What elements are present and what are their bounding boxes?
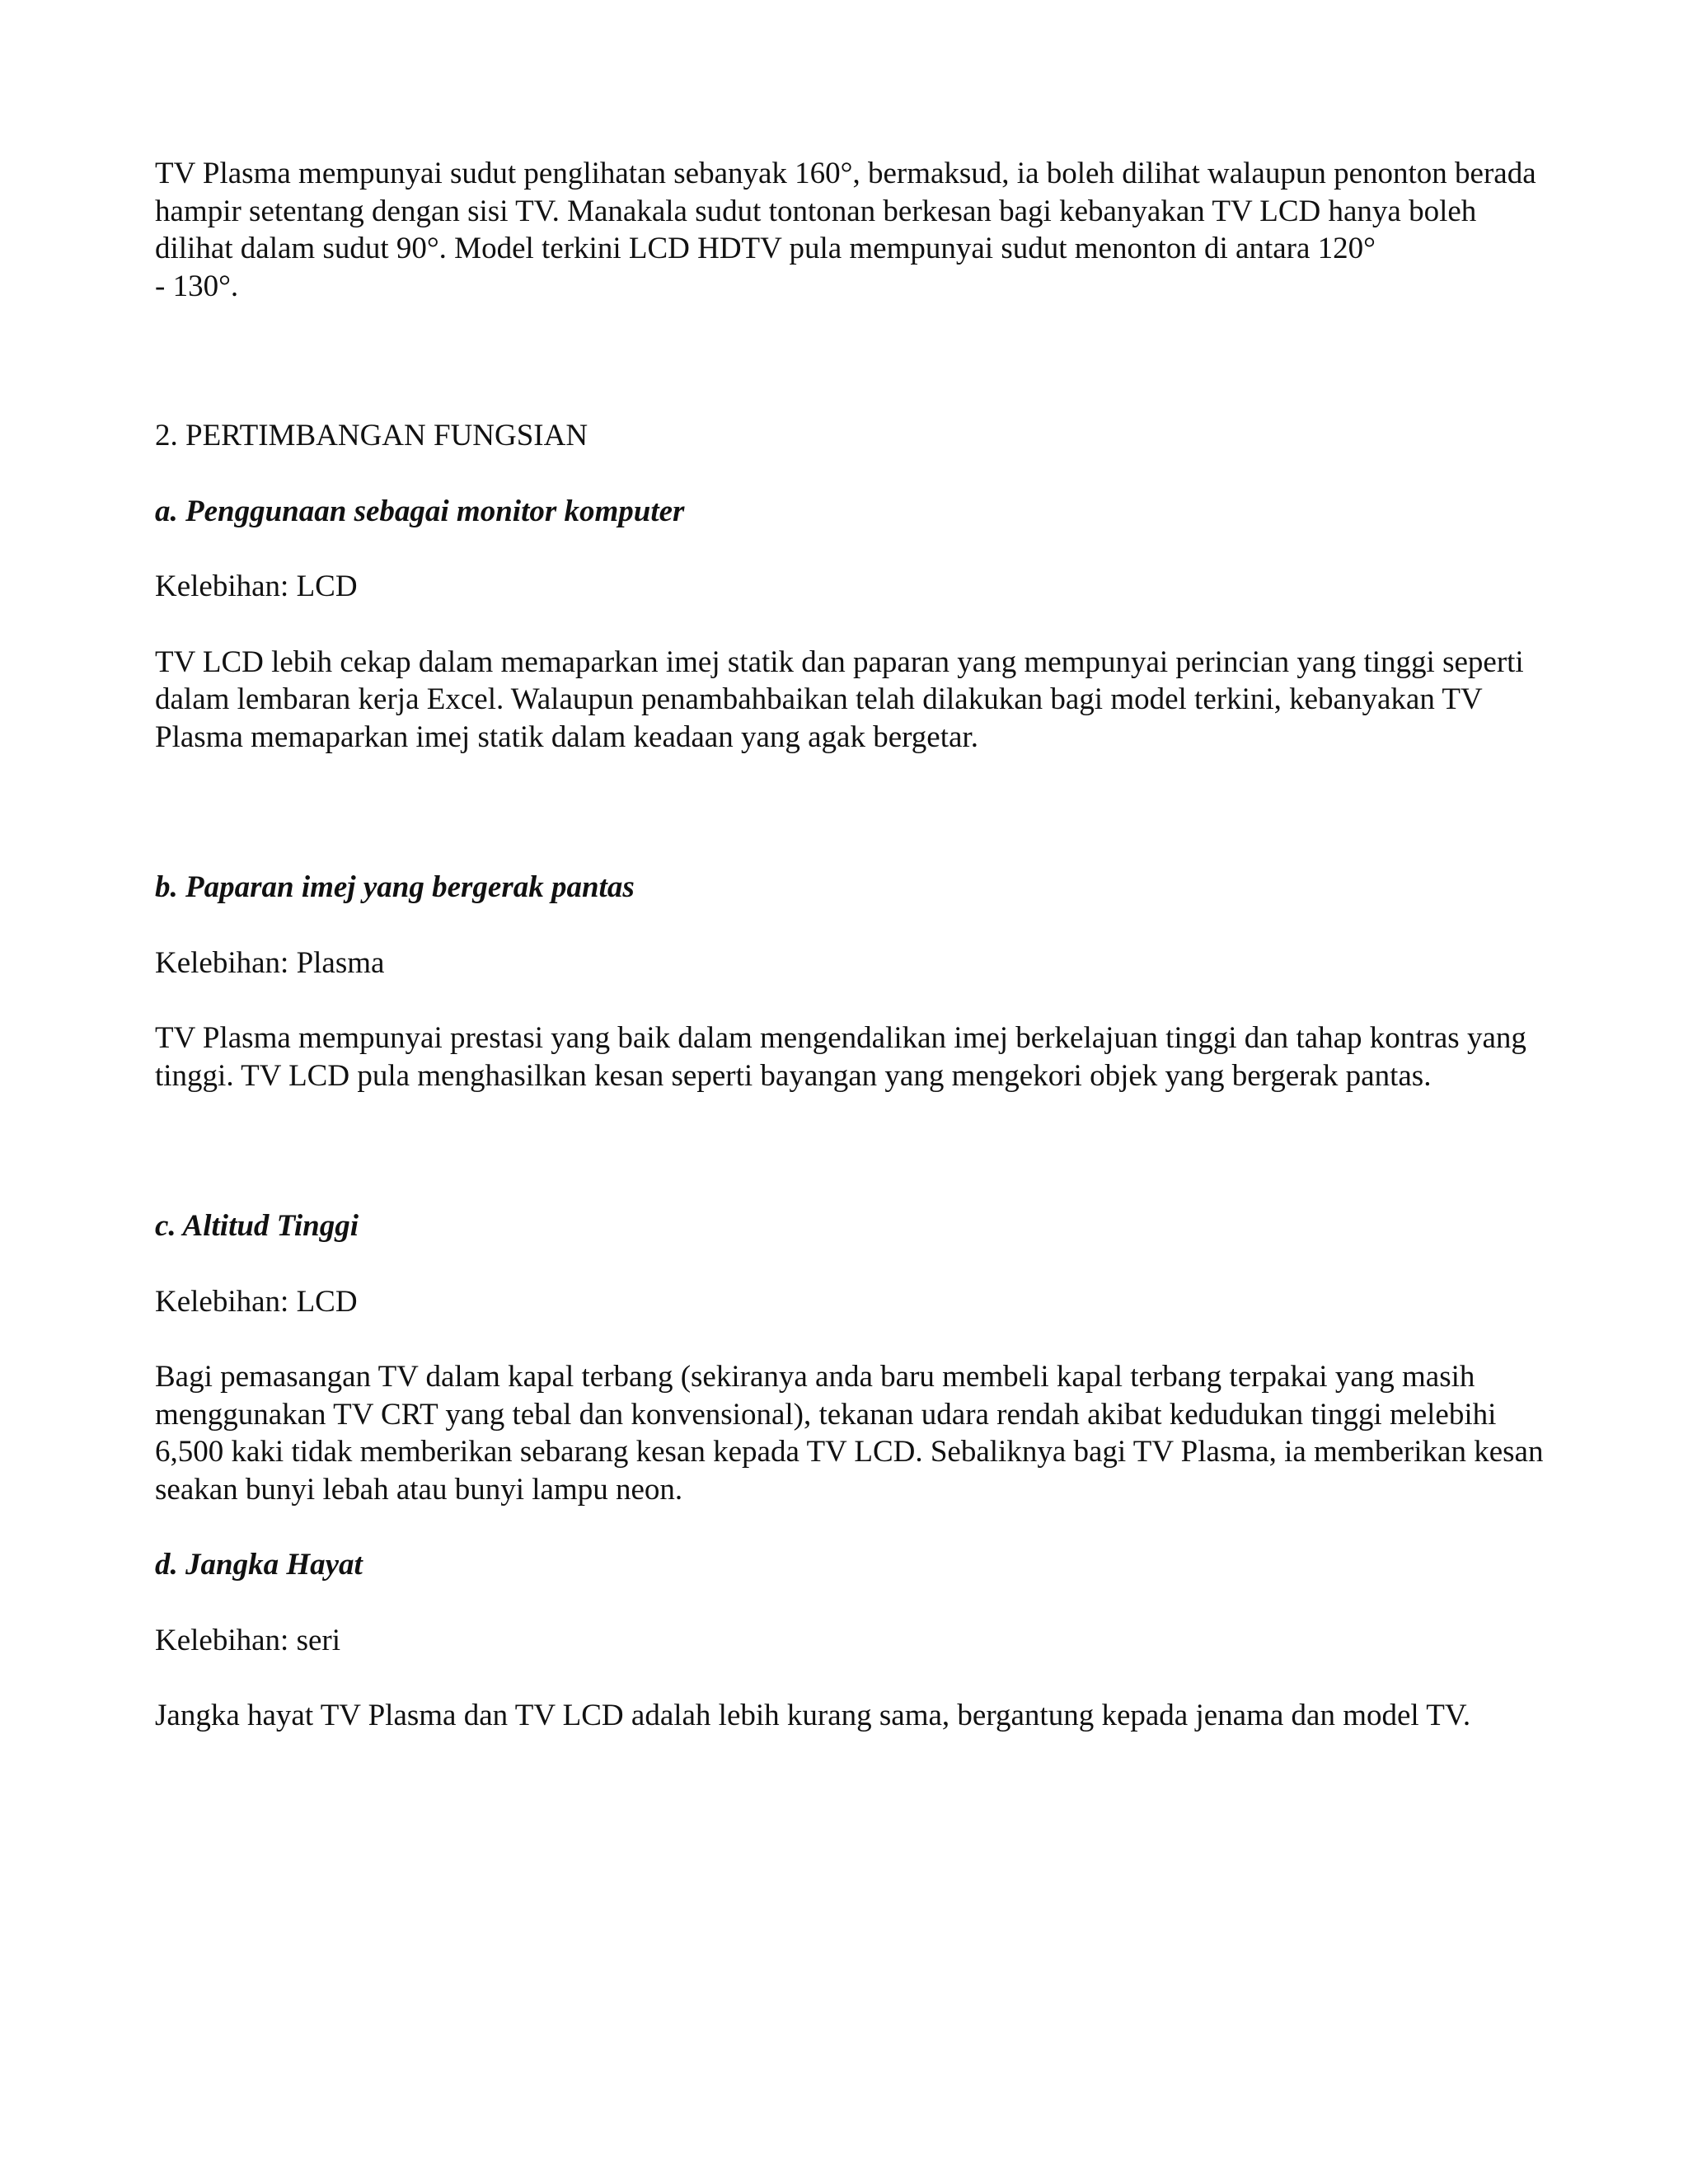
subsection-heading-b: b. Paparan imej yang bergerak pantas (155, 870, 635, 904)
subsection-heading-c: c. Altitud Tinggi (155, 1209, 359, 1243)
advantage-a: Kelebihan: LCD (155, 569, 358, 603)
section-title: 2. PERTIMBANGAN FUNGSIAN (155, 419, 588, 452)
intro-tail: - 130°. (155, 269, 239, 303)
advantage-d: Kelebihan: seri (155, 1623, 340, 1657)
intro-text: TV Plasma mempunyai sudut penglihatan sebanyak 160°, bermaksud, ia boleh dilihat walaupun penonton berada hampir setentang dengan sisi TV. Manakala sudut tontonan berkesan bagi kebanyakan TV LCD hanya boleh dilihat dalam sudut 90°. Model terkini LCD HDTV pula mempunyai sudut menonton di antara 120° (155, 157, 1536, 265)
advantage-c: Kelebihan: LCD (155, 1284, 358, 1319)
body-c: Bagi pemasangan TV dalam kapal terbang (sekiranya anda baru membeli kapal terbang terpakai yang masih menggunakan TV CRT yang tebal dan konvensional), tekanan udara rendah akibat kedudukan tinggi melebihi 6,500 kaki tidak memberikan sebarang kesan kepada TV LCD. Sebaliknya bagi TV Plasma, ia memberikan kesan seakan bunyi lebah atau bunyi lampu neon. (155, 1360, 1544, 1507)
subsection-heading-d: d. Jangka Hayat (155, 1548, 363, 1582)
document-page (155, 155, 1556, 1735)
subsection-heading-a: a. Penggunaan sebagai monitor komputer (155, 494, 685, 528)
body-d: Jangka hayat TV Plasma dan TV LCD adalah lebih kurang sama, bergantung kepada jenama dan model TV. (155, 1699, 1471, 1732)
advantage-b: Kelebihan: Plasma (155, 945, 385, 980)
body-a: TV LCD lebih cekap dalam memaparkan imej statik dan paparan yang mempunyai perincian yang tinggi seperti dalam lembaran kerja Excel. Walaupun penambahbaikan telah dilakukan bagi model terkini, kebanyakan TV Plasma memaparkan imej statik dalam keadaan yang agak bergetar. (155, 644, 1524, 754)
body-b: TV Plasma mempunyai prestasi yang baik dalam mengendalikan imej berkelajuan tinggi dan tahap kontras yang tinggi. TV LCD pula menghasilkan kesan seperti bayangan yang mengekori objek yang bergerak pantas. (155, 1021, 1526, 1093)
intro-paragraph (155, 155, 1556, 305)
